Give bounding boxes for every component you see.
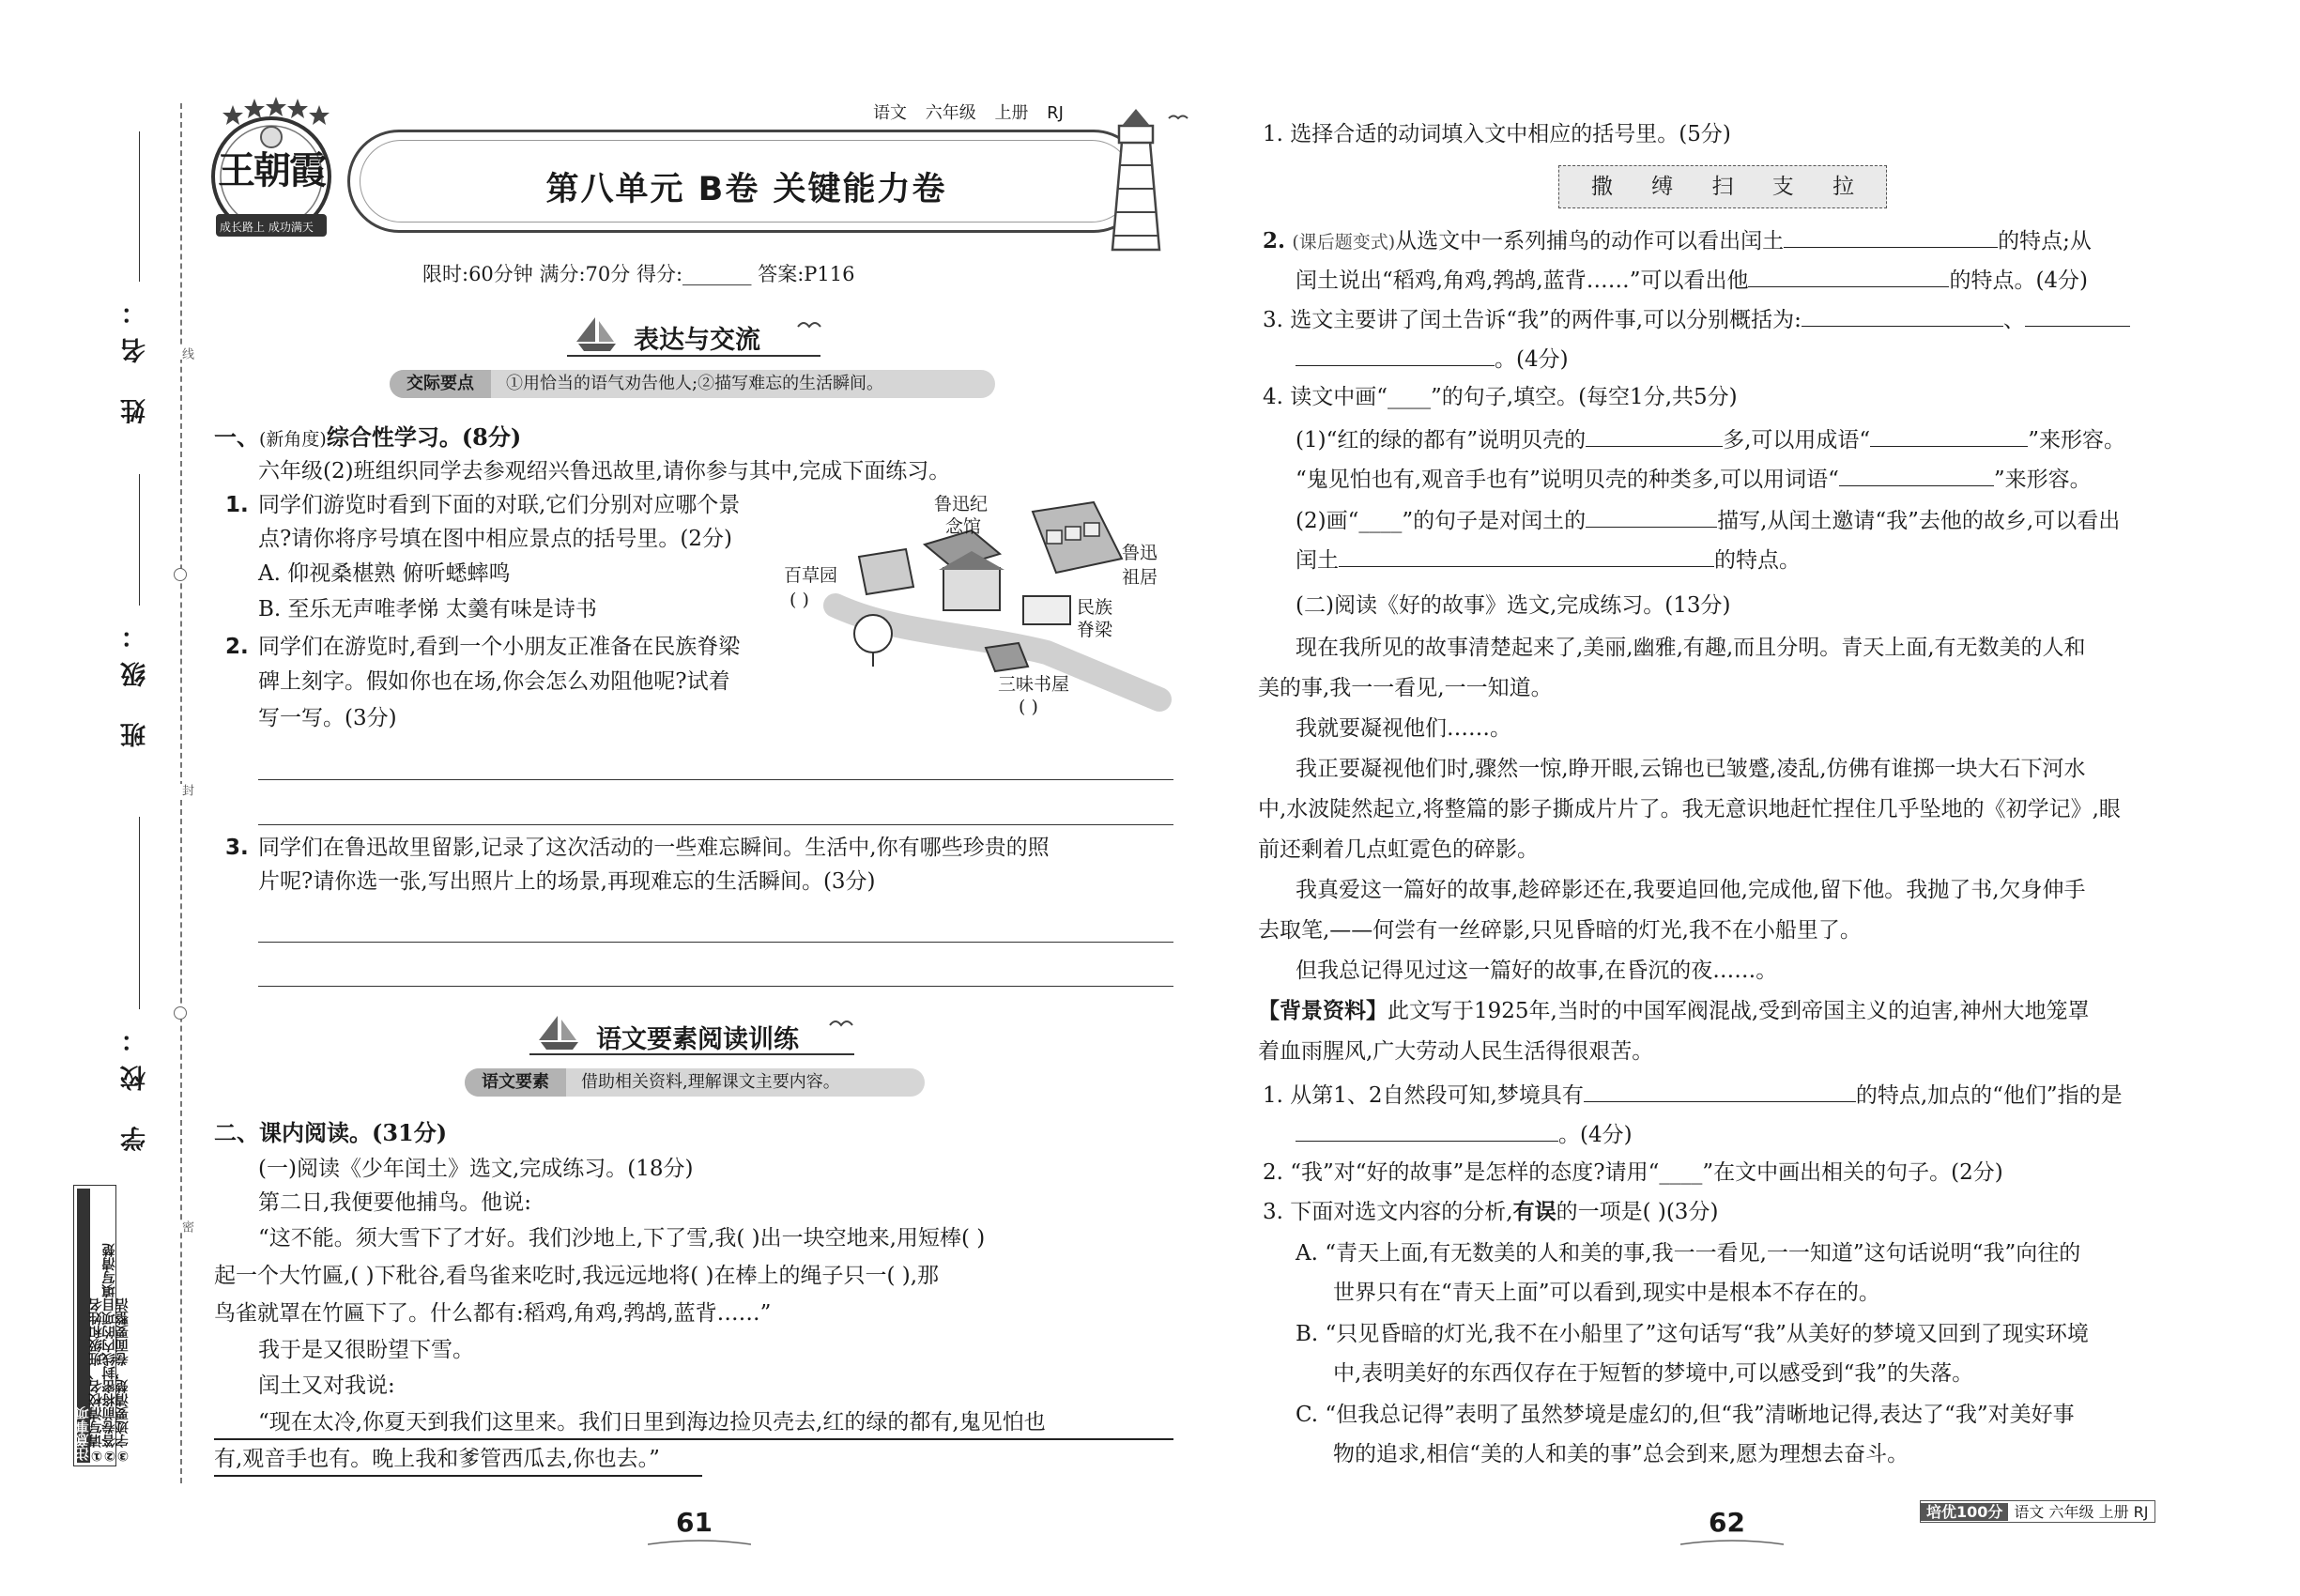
blank[interactable] bbox=[1586, 424, 1723, 447]
answer-line[interactable] bbox=[258, 986, 1173, 987]
passage-line: 有,观音手也有。晚上我和爹管西瓜去,你也去。” bbox=[214, 1447, 660, 1471]
answer-line[interactable] bbox=[258, 942, 1173, 943]
map-illustration bbox=[784, 493, 1178, 723]
school-field[interactable] bbox=[139, 817, 140, 1009]
key-points-text: ①用恰当的语气劝告他人;②描写难忘的生活瞬间。 bbox=[506, 374, 884, 393]
question-item: 3. 选文主要讲了闰土告诉“我”的两件事,可以分别概括为: 、 bbox=[1263, 304, 2130, 334]
option-a[interactable]: A. “青天上面,有无数美的人和美的事,我一一看见,一一知道”这句话说明“我”向往的 bbox=[1296, 1241, 2081, 1266]
map-label: 脊梁 bbox=[1077, 620, 1113, 640]
cut-word: 线 bbox=[167, 347, 195, 360]
blank[interactable] bbox=[1839, 464, 1994, 486]
lighthouse-icon bbox=[1080, 100, 1202, 259]
passage-line: 我就要凝视他们……。 bbox=[1296, 716, 1511, 741]
blank[interactable] bbox=[1784, 225, 1998, 248]
class-label: 班 级： bbox=[121, 610, 150, 748]
blank[interactable] bbox=[2025, 304, 2130, 327]
map-label: 三味书屋 bbox=[998, 674, 1070, 695]
passage-line: 鸟雀就罩在竹匾下了。什么都有:稻鸡,角鸡,鹁鸪,蓝背……” bbox=[214, 1301, 772, 1326]
question-item: 2. (课后题变式)从选文中一系列捕鸟的动作可以看出闰土 的特点;从 bbox=[1263, 225, 2092, 255]
blank[interactable] bbox=[1802, 304, 2003, 327]
exam-meta: 限时:60分钟 满分:70分 得分:_______ 答案:P116 bbox=[422, 263, 855, 285]
blank[interactable] bbox=[1296, 1119, 1558, 1142]
footer-subject: 语文 六年级 上册 RJ bbox=[2014, 1503, 2149, 1521]
passage-line: 现在我所见的故事清楚起来了,美丽,幽雅,有趣,而且分明。青天上面,有无数美的人和 bbox=[1296, 636, 2086, 660]
passage-line: 我于是又很盼望下雪。 bbox=[258, 1338, 474, 1362]
passage-line: 但我总记得见过这一篇好的故事,在昏沉的夜……。 bbox=[1296, 959, 1778, 983]
map-label: 民族 bbox=[1077, 597, 1113, 618]
map-label: 百草园 bbox=[784, 565, 838, 586]
option-b: B. 至乐无声唯孝悌 太羹有味是诗书 bbox=[258, 597, 597, 622]
question-item: 。(4分) bbox=[1296, 344, 1569, 374]
map-label: 鲁迅纪 bbox=[934, 494, 989, 514]
key-points-text: 借助相关资料,理解课文主要内容。 bbox=[581, 1072, 840, 1092]
binder-hole bbox=[174, 568, 187, 581]
sailboat-icon bbox=[571, 315, 623, 353]
question-item: 2. “我”对“好的故事”是怎样的态度?请用“____”在文中画出相关的句子。(2分) bbox=[1263, 1160, 2003, 1185]
blank[interactable] bbox=[1339, 545, 1714, 567]
passage-line: 闰土又对我说: bbox=[258, 1373, 395, 1398]
answer-line[interactable] bbox=[258, 779, 1173, 780]
question-item: 3. 下面对选文内容的分析,有误的一项是( )(3分) bbox=[1263, 1200, 1719, 1224]
page-number: 62 bbox=[1709, 1507, 1745, 1538]
passage-line: “这不能。须大雪下了才好。我们沙地上,下了雪,我( )出一块空地来,用短棒( ) bbox=[258, 1226, 986, 1251]
passage-line: “现在太冷,你夏天到我们这里来。我们日里到海边捡贝壳去,红的绿的都有,鬼见怕也 bbox=[258, 1410, 1046, 1435]
key-points bbox=[390, 370, 995, 398]
option-b[interactable]: B. “只见昏暗的灯光,我不在小船里了”这句话写“我”从美好的梦境又回到了现实环境 bbox=[1296, 1322, 2089, 1346]
background-info: 着血雨腥风,广大劳动人民生活得很艰苦。 bbox=[1258, 1039, 1654, 1064]
notes-title: 注意事项 bbox=[77, 1189, 90, 1463]
notes-item: ②答卷前将密封线内的项目填写清楚 bbox=[102, 1243, 117, 1463]
question-item: (2)画“____”的句子是对闰土的 描写,从闰土邀请“我”去他的故乡,可以看出 bbox=[1296, 505, 2120, 535]
question-item: (1)“红的绿的都有”说明贝壳的 多,可以用成语“ ”来形容。 bbox=[1296, 424, 2125, 454]
logo-tag: 成功满天 bbox=[268, 221, 314, 234]
question-item: “鬼见怕也有,观音手也有”说明贝壳的种类多,可以用词语“ ”来形容。 bbox=[1296, 464, 2092, 494]
bird-icon bbox=[796, 317, 824, 330]
passage-line: 美的事,我一一看见,一一知道。 bbox=[1258, 676, 1553, 700]
footer-badge bbox=[1920, 1500, 2155, 1523]
name-label: 姓 名： bbox=[121, 286, 150, 424]
page-ornament bbox=[648, 1540, 751, 1549]
sub-heading: (一)阅读《少年闰土》选文,完成练习。(18分) bbox=[258, 1157, 694, 1181]
answer-line[interactable] bbox=[258, 824, 1173, 825]
map-label: 祖居 bbox=[1122, 567, 1158, 588]
question-item: 1. 从第1、2自然段可知,梦境具有 的特点,加点的“他们”指的是 bbox=[1263, 1080, 2123, 1110]
passage-line: 前还剩着几点虹霓色的碎影。 bbox=[1258, 837, 1539, 862]
blank[interactable] bbox=[1584, 1080, 1856, 1102]
logo-name: 王朝霞 bbox=[218, 148, 325, 192]
question-intro: 六年级(2)班组织同学去参观绍兴鲁迅故里,请你参与其中,完成下面练习。 bbox=[258, 459, 951, 483]
question-heading: 二、课内阅读。(31分) bbox=[214, 1119, 448, 1146]
notes-item: ①请写清校名、班级和姓名 bbox=[89, 1297, 104, 1463]
cut-word: 密 bbox=[167, 1220, 195, 1233]
passage-line: 起一个大竹匾,( )下秕谷,看鸟雀来吃时,我远远地将( )在棒上的绳子只一( ),那 bbox=[214, 1264, 940, 1288]
subject-label: 语文 六年级 上册 RJ bbox=[873, 103, 1064, 123]
cut-word: 封 bbox=[167, 784, 195, 796]
section-title: 表达与交流 bbox=[634, 326, 760, 355]
verb-choices: 撒 缚 扫 支 拉 bbox=[1558, 165, 1887, 208]
notes-item: ③字迹要清楚，卷面要整洁 bbox=[115, 1297, 130, 1463]
background-info: 【背景资料】此文写于1925年,当时的中国军阀混战,受到帝国主义的迫害,神州大地笼罩 bbox=[1258, 999, 2090, 1023]
option-c[interactable]: C. “但我总记得”表明了虽然梦境是虚幻的,但“我”清晰地记得,表达了“我”对美好事 bbox=[1296, 1403, 2075, 1427]
footer-brand: 培优100分 bbox=[1921, 1503, 2008, 1521]
option-c-cont: 物的追求,相信“美的人和美的事”总会到来,愿为理想去奋斗。 bbox=[1333, 1442, 1909, 1466]
question-heading: 一、(新角度)综合性学习。(8分) bbox=[214, 423, 522, 451]
question-item: 。(4分) bbox=[1296, 1119, 1633, 1149]
passage-line: 我正要凝视他们时,骤然一惊,睁开眼,云锦也已皱蹙,凌乱,仿佛有谁掷一块大石下河水 bbox=[1296, 757, 2086, 781]
question-item: 4. 读文中画“____”的句子,填空。(每空1分,共5分) bbox=[1263, 385, 1738, 409]
key-points-tag: 交际要点 bbox=[390, 370, 491, 398]
map-label: 念馆 bbox=[945, 516, 982, 537]
option-b-cont: 中,表明美好的东西仅存在于短暂的梦境中,可以感受到“我”的失落。 bbox=[1333, 1361, 1974, 1386]
passage-line: 第二日,我便要他捕鸟。他说: bbox=[258, 1190, 532, 1215]
option-a: A. 仰视桑椹熟 俯听蟋蟀鸣 bbox=[258, 561, 511, 586]
section-title: 语文要素阅读训练 bbox=[596, 1025, 799, 1054]
name-field[interactable] bbox=[139, 131, 140, 282]
key-points-tag: 语文要素 bbox=[465, 1068, 566, 1097]
title-banner bbox=[347, 130, 1145, 233]
class-field[interactable] bbox=[139, 474, 140, 606]
map-blank[interactable]: ( ) bbox=[790, 590, 809, 610]
blank[interactable] bbox=[1296, 344, 1495, 366]
logo-tag: 成长路上 bbox=[220, 221, 266, 234]
key-points bbox=[465, 1068, 925, 1097]
passage-line: 去取笔,——何尝有一丝碎影,只见昏暗的灯光,我不在小船里了。 bbox=[1258, 918, 1862, 943]
sailboat-icon bbox=[533, 1014, 586, 1051]
sub-heading: (二)阅读《好的故事》选文,完成练习。(13分) bbox=[1296, 593, 1731, 618]
notes-box bbox=[73, 1185, 130, 1466]
option-a-cont: 世界只有在“青天上面”可以看到,现实中是根本不存在的。 bbox=[1333, 1281, 1880, 1305]
map-blank[interactable]: ( ) bbox=[1019, 697, 1038, 717]
question-item: 闰土说出“稻鸡,角鸡,鹁鸪,蓝背……”可以看出他 的特点。(4分) bbox=[1296, 265, 2088, 295]
blank[interactable] bbox=[1870, 424, 2028, 447]
question-item: 闰土 的特点。 bbox=[1296, 545, 1801, 575]
passage-line: 我真爱这一篇好的故事,趁碎影还在,我要追回他,完成他,留下他。我抛了书,欠身伸手 bbox=[1296, 878, 2086, 902]
binder-hole bbox=[174, 1006, 187, 1020]
map-label: 鲁迅 bbox=[1122, 543, 1158, 563]
bird-icon bbox=[828, 1016, 856, 1029]
page-title: 第八单元 B卷 关键能力卷 bbox=[545, 171, 947, 208]
question-item: 1. 选择合适的动词填入文中相应的括号里。(5分) bbox=[1263, 122, 1731, 146]
school-label: 学 校： bbox=[121, 1014, 150, 1152]
blank[interactable] bbox=[1748, 265, 1949, 287]
passage-line: 中,水波陡然起立,将整篇的影子撕成片片了。我无意识地赶忙捏住几乎坠地的《初学记》,眼 bbox=[1258, 797, 2121, 821]
page-number: 61 bbox=[676, 1507, 713, 1538]
page-ornament bbox=[1680, 1540, 1784, 1549]
blank[interactable] bbox=[1586, 505, 1717, 528]
